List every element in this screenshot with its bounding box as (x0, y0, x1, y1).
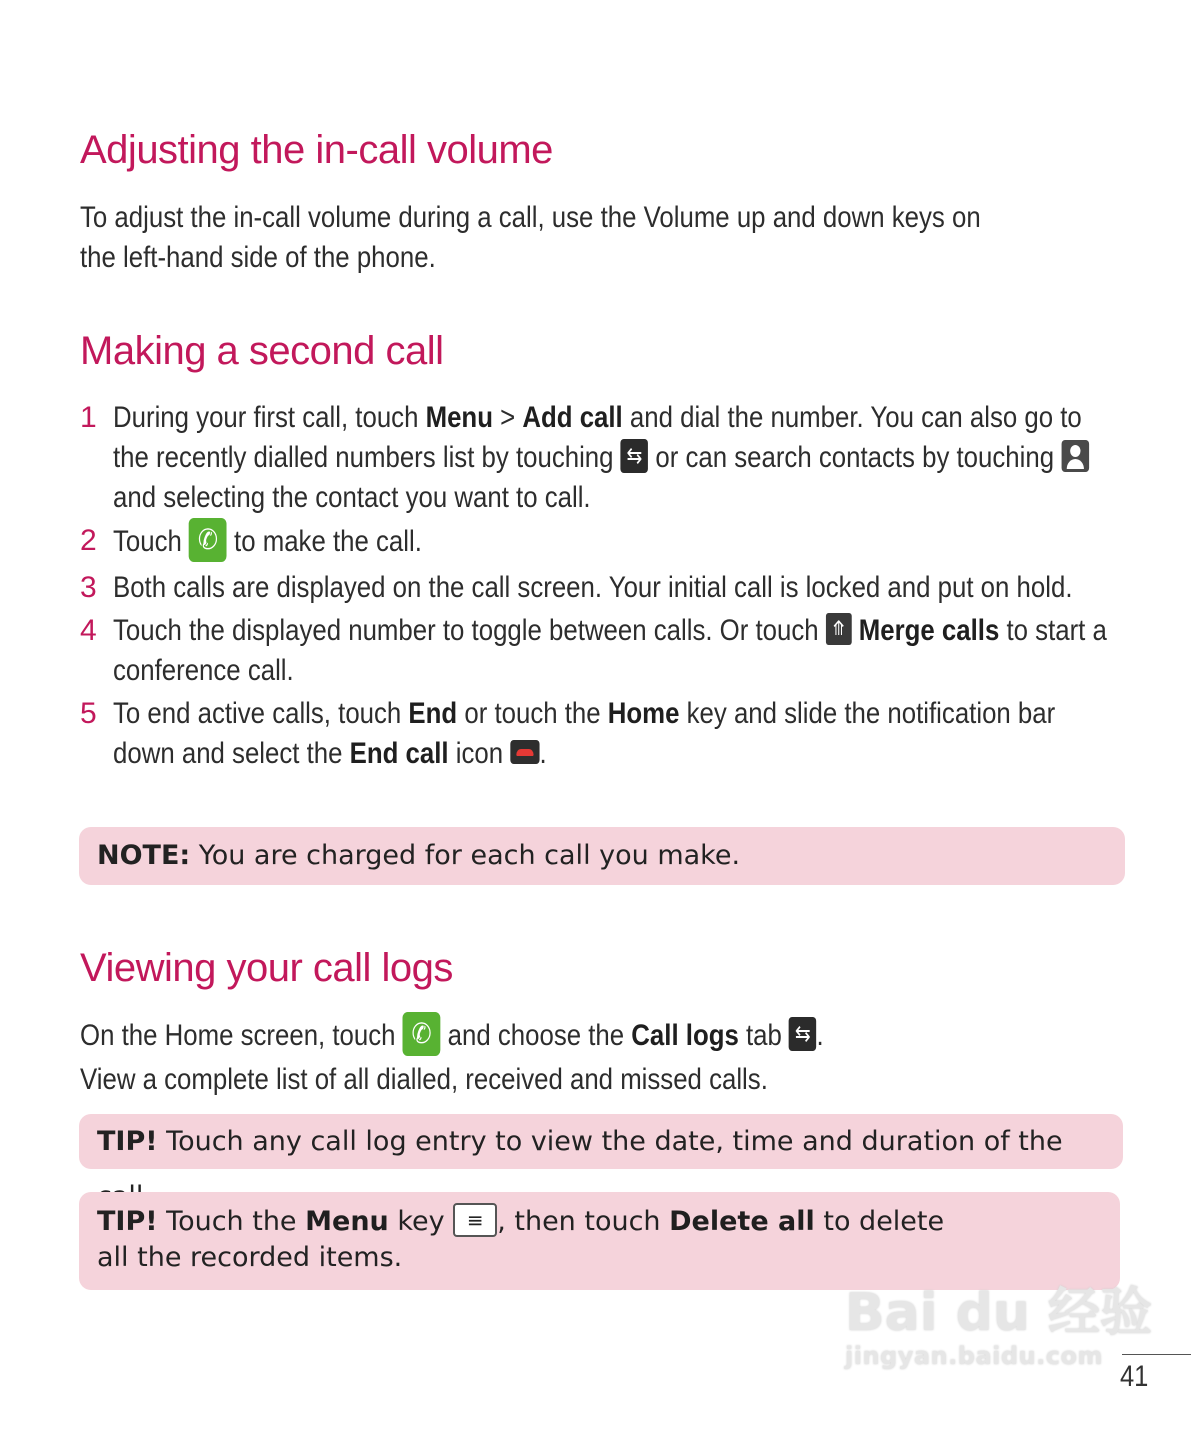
tip-box-1 (79, 1114, 1123, 1169)
menu-key-icon: ≡ (453, 1203, 497, 1237)
step-2: 2 Touch ✆ to make the call. (80, 521, 1140, 565)
call-logs-line-2: View a complete list of all dialled, received and missed calls. (80, 1063, 768, 1096)
menu-bold: Menu (425, 401, 493, 434)
second-call-steps (80, 398, 1140, 777)
tip-box-2: TIP! Touch the Menu key ≡ , then touch Delete all to delete all the recorded items. (79, 1192, 1120, 1290)
end-call-icon (510, 740, 539, 764)
step-3: 3 Both calls are displayed on the call screen. Your initial call is locked and put on hold. (80, 568, 1140, 608)
phone-icon: ✆ (403, 1012, 441, 1056)
add-call-bold: Add call (522, 401, 623, 434)
note-label: NOTE: (97, 840, 191, 871)
volume-paragraph: To adjust the in-call volume during a call, use the Volume up and down keys on the left-hand side of the phone. (80, 201, 981, 274)
end-bold: End (408, 697, 458, 730)
step-5: 5 To end active calls, touch End or touch the Home key and slide the notification bar down and select the End call icon . (80, 694, 1140, 774)
note-box (79, 827, 1125, 885)
swap-arrows-icon: ⇆ (621, 439, 649, 473)
watermark-brand: Bai du 经验 (845, 1283, 1152, 1343)
call-logs-bold: Call logs (631, 1019, 739, 1052)
tip-text: Touch any call log entry to view the date, time and duration of the (166, 1126, 1063, 1157)
baidu-watermark (845, 1285, 1152, 1371)
call-logs-line-1: On the Home screen, touch ✆ and choose the Call logs tab ⇆ . (80, 1014, 983, 1059)
tip-label: TIP! (97, 1126, 158, 1157)
step-4: 4 Touch the displayed number to toggle between calls. Or touch ⤊ Merge calls to start a conference call. (80, 611, 1140, 691)
note-text: You are charged for each call you make. (190, 840, 741, 871)
watermark-url: jingyan.baidu.com (845, 1342, 1103, 1370)
delete-all-bold: Delete all (669, 1206, 815, 1237)
page-number: 41 (1120, 1360, 1149, 1393)
menu-bold: Menu (305, 1206, 389, 1237)
step-number: 4 (80, 614, 97, 647)
step-number: 5 (80, 697, 97, 730)
merge-calls-bold: Merge calls (858, 614, 1000, 647)
heading-second-call: Making a second call (80, 329, 444, 373)
step-number: 1 (80, 401, 97, 434)
swap-arrows-icon: ⇆ (789, 1017, 817, 1051)
step-number: 3 (80, 571, 97, 604)
end-call-bold: End call (349, 737, 449, 770)
heading-in-call-volume: Adjusting the in-call volume (80, 128, 553, 172)
contact-icon (1061, 440, 1089, 472)
phone-icon: ✆ (189, 518, 227, 562)
home-bold: Home (607, 697, 680, 730)
page-number-rule (1122, 1354, 1191, 1355)
step-number: 2 (80, 524, 97, 557)
heading-call-logs: Viewing your call logs (80, 946, 453, 990)
tip-label: TIP! (97, 1206, 158, 1237)
merge-calls-icon: ⤊ (826, 613, 852, 645)
step-1: 1 During your first call, touch Menu > Add call and dial the number. You can also go to the recently dialled numbers list by touching ⇆ or can search contacts by touching and selecting the contact you want to call. (80, 398, 1140, 518)
